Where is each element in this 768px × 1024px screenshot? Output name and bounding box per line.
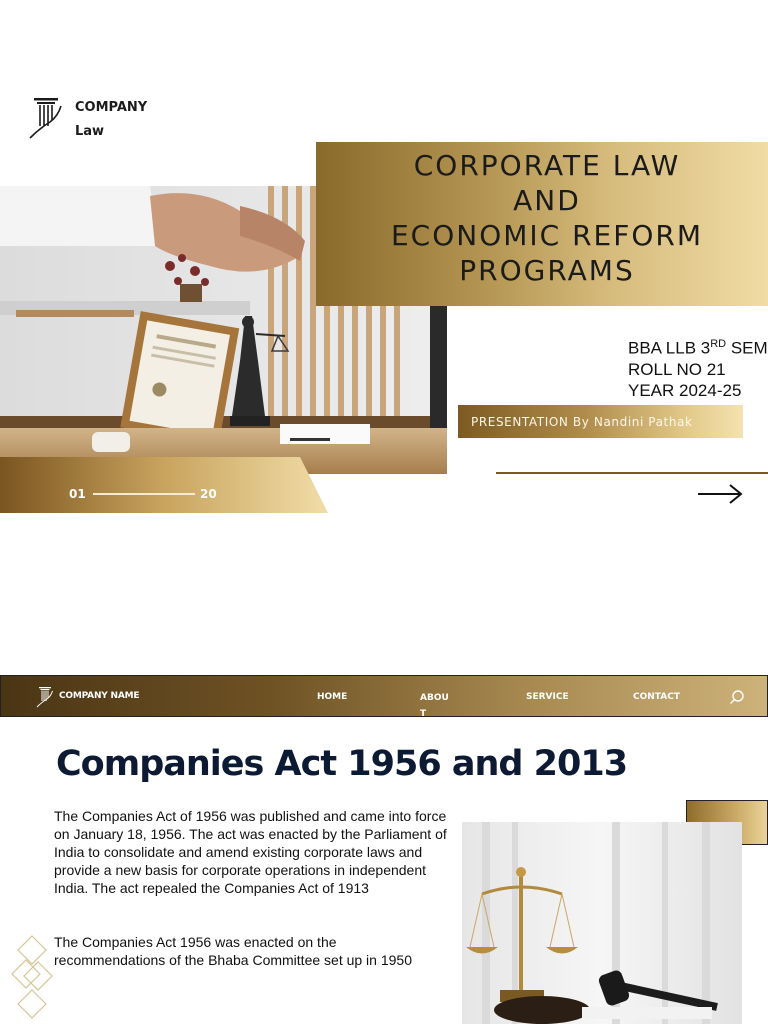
nav-service[interactable]: SERVICE: [526, 692, 569, 702]
title-line-4: PROGRAMS: [459, 254, 635, 287]
title-line-2: AND: [513, 184, 581, 217]
academic-year: YEAR 2024-25: [628, 380, 742, 400]
nav-contact[interactable]: CONTACT: [633, 692, 680, 702]
course-ordinal: RD: [710, 338, 727, 350]
course-prefix: BBA LLB 3: [628, 338, 711, 358]
student-info: [628, 334, 768, 401]
arrow-right-icon[interactable]: [696, 482, 744, 506]
paragraph-2: The Companies Act 1956 was enacted on the recommendations of the Bhaba Committee set up in 1950: [54, 934, 412, 968]
paragraph-1: The Companies Act of 1956 was published and came into force on January 18, 1956. The act was enacted by the Parliament of India to consolidate and amend existing corporate laws and provide a new basis for corporate operations in independent India. The act repealed the Companies Act of 1913: [54, 808, 447, 896]
logo-law-text: Law: [75, 124, 105, 139]
slide-counter-banner: [0, 457, 328, 513]
pillar-logo-icon: [36, 686, 54, 708]
logo-company-text: COMPANY: [75, 100, 148, 115]
counter-start: 01: [69, 487, 86, 501]
search-icon[interactable]: [729, 689, 745, 705]
nav-about[interactable]: ABOUT: [420, 693, 449, 719]
presenter-text: PRESENTATION By Nandini Pathak: [471, 415, 693, 429]
nav-home[interactable]: HOME: [317, 692, 348, 702]
divider-line: [496, 472, 768, 474]
pillar-logo-icon: [28, 96, 64, 140]
decorative-diamond-pattern: [8, 934, 56, 1020]
counter-end: 20: [200, 487, 217, 501]
title-line-1: CORPORATE LAW: [413, 149, 681, 182]
scales-of-justice-photo: [462, 822, 742, 1024]
course-suffix: SEM: [726, 338, 768, 358]
counter-progress-line: [93, 493, 195, 495]
title-line-3: ECONOMIC REFORM: [390, 219, 704, 252]
roll-number: ROLL NO 21: [628, 359, 726, 379]
section-heading: Companies Act 1956 and 2013: [56, 744, 628, 784]
course-semester: [628, 334, 768, 359]
company-name: COMPANY NAME: [59, 691, 140, 701]
presentation-title: [316, 148, 768, 288]
